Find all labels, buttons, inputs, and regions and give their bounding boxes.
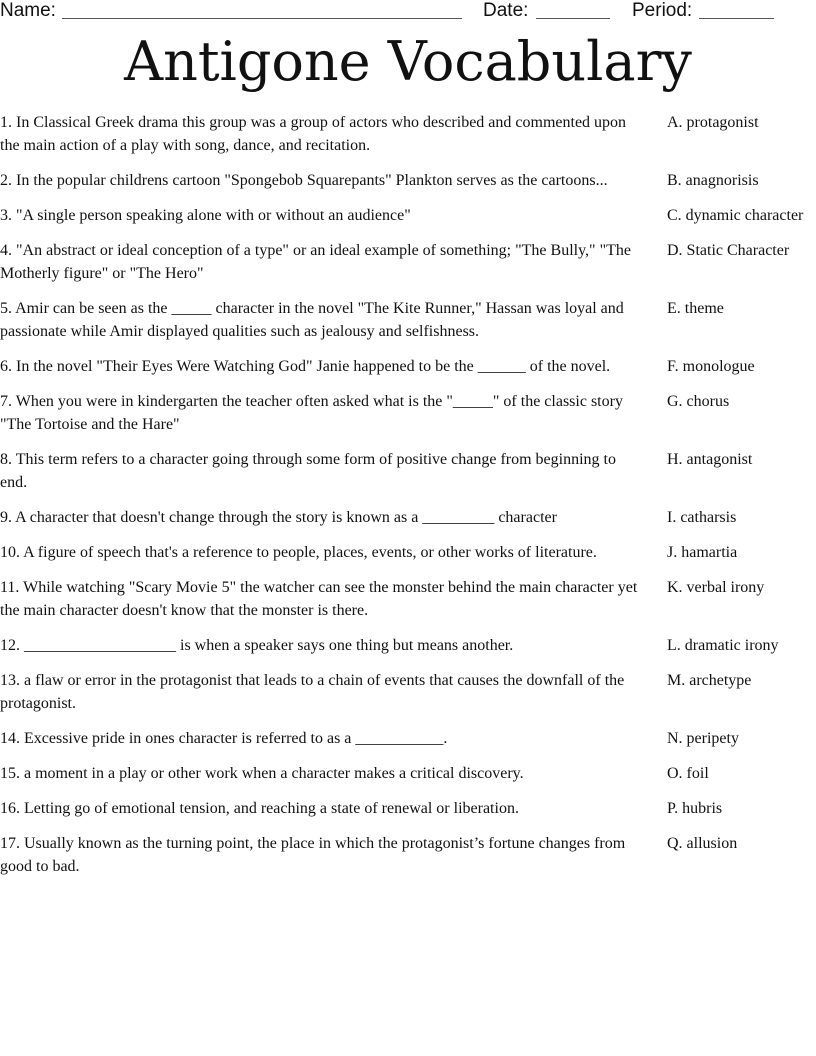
vocabulary-row	[0, 169, 816, 192]
answer-choice: M. archetype	[667, 672, 752, 689]
question-text: 14. Excessive pride in ones character is referred to as a ___________.	[0, 730, 448, 747]
answer-choice: P. hubris	[667, 800, 723, 817]
answer-choice: F. monologue	[667, 358, 755, 375]
vocabulary-row	[0, 297, 816, 343]
answer-choice: A. protagonist	[667, 114, 759, 131]
question-text: 13. a flaw or error in the protagonist that leads to a chain of events that causes the downfall of the protagonist.	[0, 672, 625, 712]
answer-choice: B. anagnorisis	[667, 172, 759, 189]
question-text: 8. This term refers to a character going through some form of positive change from beginning to end.	[0, 451, 616, 491]
date-label: Date:	[483, 0, 529, 21]
vocabulary-row	[0, 727, 816, 750]
worksheet-header	[0, 0, 816, 24]
vocabulary-row	[0, 634, 816, 657]
answer-choice: O. foil	[667, 765, 709, 782]
answer-choice: D. Static Character	[667, 242, 790, 259]
page-title: Antigone Vocabulary	[124, 30, 692, 93]
question-text: 10. A figure of speech that's a reference to people, places, events, or other works of literature.	[0, 544, 597, 561]
answer-choice: I. catharsis	[667, 509, 737, 526]
vocabulary-row	[0, 669, 816, 715]
name-blank-line[interactable]	[62, 18, 462, 19]
question-text: 6. In the novel "Their Eyes Were Watching God" Janie happened to be the ______ of the novel.	[0, 358, 611, 375]
vocabulary-row	[0, 576, 816, 622]
question-text: 12. ___________________ is when a speaker says one thing but means another.	[0, 637, 514, 654]
question-text: 15. a moment in a play or other work when a character makes a critical discovery.	[0, 765, 524, 782]
vocabulary-row	[0, 204, 816, 227]
answer-choice: J. hamartia	[667, 544, 738, 561]
question-text: 4. "An abstract or ideal conception of a type" or an ideal example of something; "The Bully," "The Motherly figure" or "The Hero"	[0, 242, 631, 282]
question-text: 9. A character that doesn't change through the story is known as a _________ character	[0, 509, 557, 526]
vocabulary-row	[0, 239, 816, 285]
answer-choice: L. dramatic irony	[667, 637, 779, 654]
question-text: 7. When you were in kindergarten the teacher often asked what is the "_____" of the classic story "The Tortoise and the Hare"	[0, 393, 623, 433]
vocabulary-row	[0, 541, 816, 564]
question-text: 1. In Classical Greek drama this group was a group of actors who described and commented upon the main action of a play with song, dance, and recitation.	[0, 114, 627, 154]
vocabulary-row	[0, 111, 816, 157]
answer-choice: C. dynamic character	[667, 207, 804, 224]
vocabulary-row	[0, 448, 816, 494]
question-text: 16. Letting go of emotional tension, and reaching a state of renewal or liberation.	[0, 800, 519, 817]
vocabulary-row	[0, 762, 816, 785]
vocabulary-row	[0, 390, 816, 436]
vocabulary-list	[0, 111, 816, 890]
answer-choice: K. verbal irony	[667, 579, 765, 596]
period-label: Period:	[632, 0, 693, 21]
vocabulary-row	[0, 832, 816, 878]
question-text: 2. In the popular childrens cartoon "Spongebob Squarepants" Plankton serves as the cartoons...	[0, 172, 608, 189]
vocabulary-row	[0, 506, 816, 529]
answer-choice: G. chorus	[667, 393, 730, 410]
question-text: 17. Usually known as the turning point, the place in which the protagonist’s fortune changes from good to bad.	[0, 835, 626, 875]
date-blank-line[interactable]	[536, 18, 610, 19]
question-text: 11. While watching "Scary Movie 5" the watcher can see the monster behind the main character yet the main character doesn't know that the monster is there.	[0, 579, 638, 619]
answer-choice: H. antagonist	[667, 451, 753, 468]
name-label: Name:	[0, 0, 56, 21]
answer-choice: N. peripety	[667, 730, 739, 747]
vocabulary-row	[0, 355, 816, 378]
answer-choice: E. theme	[667, 300, 724, 317]
answer-choice: Q. allusion	[667, 835, 738, 852]
vocabulary-row	[0, 797, 816, 820]
question-text: 3. "A single person speaking alone with or without an audience"	[0, 207, 411, 224]
period-blank-line[interactable]	[699, 18, 774, 19]
question-text: 5. Amir can be seen as the _____ character in the novel "The Kite Runner," Hassan was loyal and passionate while Amir displayed qualities such as jealousy and selfishness.	[0, 300, 624, 340]
